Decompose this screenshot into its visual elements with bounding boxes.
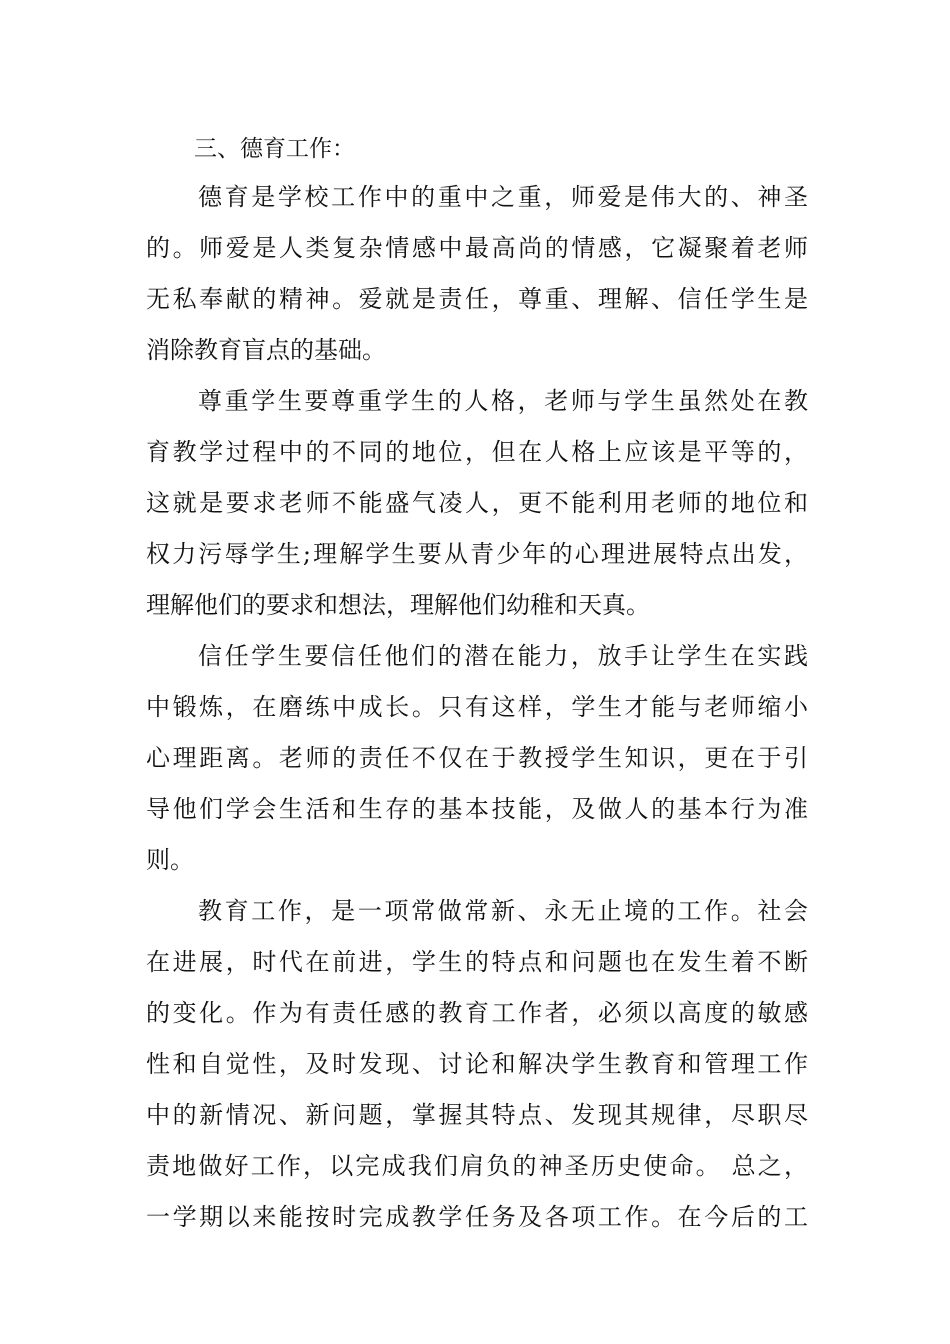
paragraph-line: 在进展，时代在前进，学生的特点和问题也在发生着不断: [146, 948, 808, 976]
paragraph-line: 权力污辱学生;理解学生要从青少年的心理进展特点出发，: [146, 540, 808, 568]
paragraph-line: 理解他们的要求和想法，理解他们幼稚和天真。: [146, 591, 650, 619]
paragraph-education-work: [146, 886, 808, 1243]
document-body: [146, 126, 808, 1243]
paragraph-line: 尊重学生要尊重学生的人格，老师与学生虽然处在教: [198, 387, 808, 415]
paragraph-line: 德育是学校工作中的重中之重，师爱是伟大的、神圣: [198, 183, 808, 211]
paragraph-trust-students: [146, 631, 808, 886]
paragraph-line: 责地做好工作，以完成我们肩负的神圣历史使命。 总之，: [146, 1152, 808, 1180]
paragraph-line: 信任学生要信任他们的潜在能力，放手让学生在实践: [198, 642, 808, 670]
section-heading: 三、德育工作：: [194, 136, 355, 162]
paragraph-line: 中锻炼，在磨练中成长。只有这样，学生才能与老师缩小: [146, 693, 808, 721]
paragraph-line: 则。: [146, 846, 194, 874]
paragraph-line: 中的新情况、新问题，掌握其特点、发现其规律，尽职尽: [146, 1101, 808, 1129]
paragraph-line: 心理距离。老师的责任不仅在于教授学生知识，更在于引: [146, 744, 808, 772]
paragraph-line: 一学期以来能按时完成教学任务及各项工作。在今后的工: [146, 1203, 808, 1231]
paragraph-line: 无私奉献的精神。爱就是责任，尊重、理解、信任学生是: [146, 285, 808, 313]
paragraph-line: 的变化。作为有责任感的教育工作者，必须以高度的敏感: [146, 999, 808, 1027]
paragraph-line: 育教学过程中的不同的地位，但在人格上应该是平等的，: [146, 438, 808, 466]
paragraph-moral-education: [146, 172, 808, 376]
paragraph-line: 性和自觉性，及时发现、讨论和解决学生教育和管理工作: [146, 1050, 808, 1078]
paragraph-line: 的。师爱是人类复杂情感中最高尚的情感，它凝聚着老师: [146, 234, 808, 262]
paragraph-line: 教育工作，是一项常做常新、永无止境的工作。社会: [198, 897, 808, 925]
paragraph-line: 消除教育盲点的基础。: [146, 336, 386, 364]
paragraph-line: 导他们学会生活和生存的基本技能，及做人的基本行为准: [146, 795, 808, 823]
paragraph-line: 这就是要求老师不能盛气凌人，更不能利用老师的地位和: [146, 489, 808, 517]
paragraph-respect-students: [146, 376, 808, 631]
